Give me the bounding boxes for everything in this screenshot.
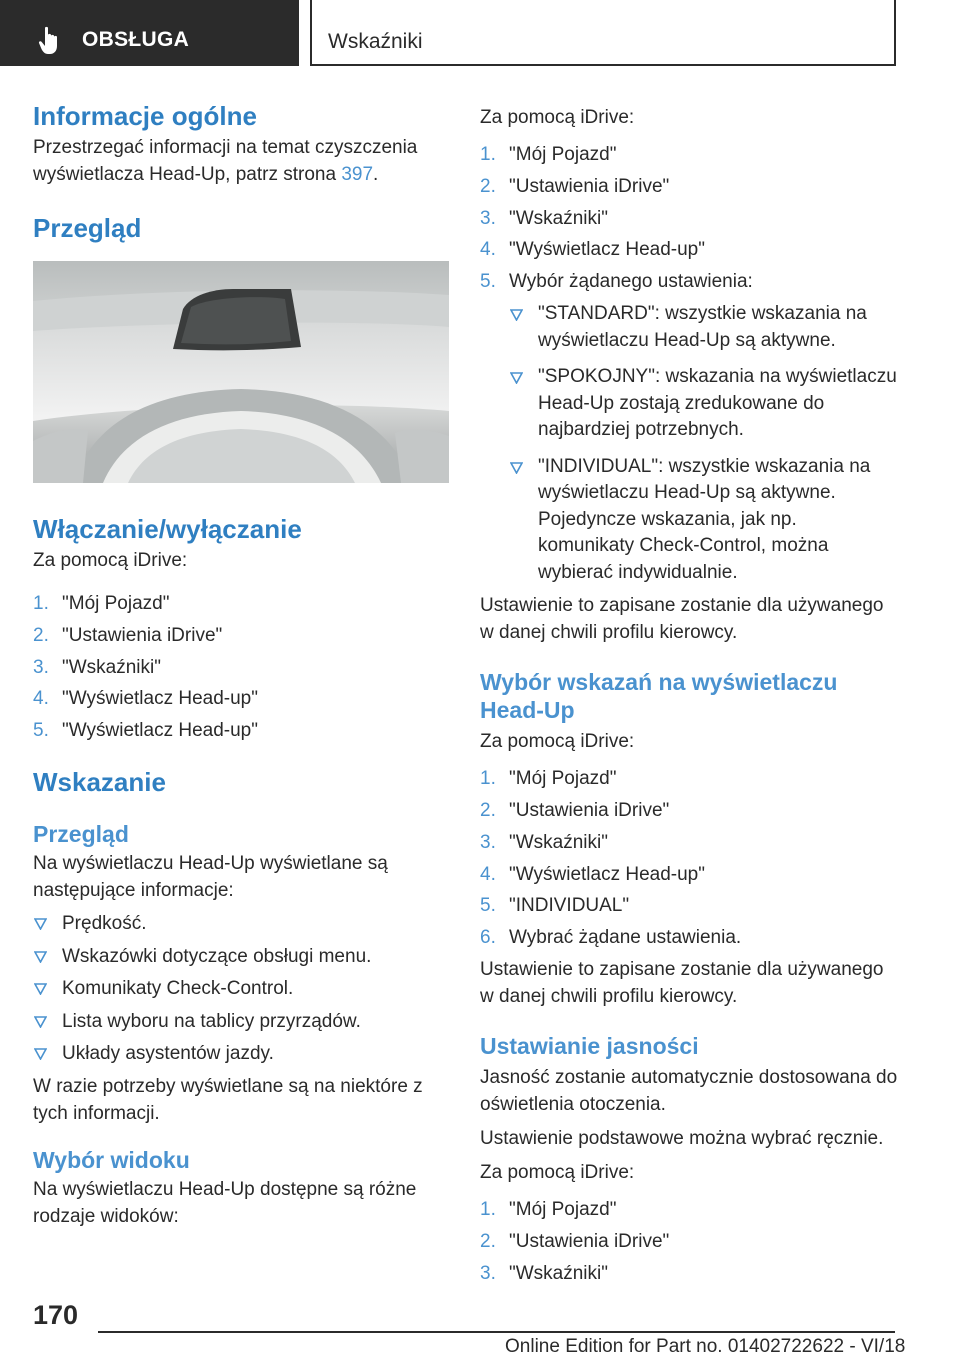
triangle-bullet-icon (510, 372, 523, 384)
page-link[interactable]: 397 (341, 164, 374, 185)
section-tab (0, 0, 299, 66)
list-item: Lista wyboru na tablicy przyrządów. (33, 1008, 449, 1035)
brightness-manual: Ustawienie podstawowe można wybrać ręcznie. (480, 1127, 884, 1149)
view-paragraph: Na wyświetlaczu Head-Up dostępne są różne rodzaje widoków: (33, 1178, 417, 1227)
on-off-steps (33, 590, 449, 744)
list-item: 2. "Ustawienia iDrive" (480, 175, 670, 197)
heading-display-overview: Przegląd (33, 821, 129, 848)
list-item: 3. "Wskaźniki" (480, 1262, 608, 1284)
list-item: 5. Wybór żądanego ustawienia: (480, 271, 753, 293)
list-item: "INDIVIDUAL": wszystkie wskazania na wyświetlaczu Head-Up są aktywne. Pojedyncze wskazania, jak np. komunikaty Check-Control, można wybierać indywidualnie. (480, 454, 898, 587)
list-item: 4. "Wyświetlacz Head-up" (33, 688, 258, 710)
list-item: 3. "Wskaźniki" (480, 207, 608, 229)
chapter-tab (310, 0, 896, 66)
view-intro: Za pomocą iDrive: (480, 107, 635, 128)
left-column (33, 100, 449, 1230)
list-item: Układy asystentów jazdy. (33, 1040, 449, 1067)
page-number: 170 (33, 1300, 79, 1330)
list-item: 4. "Wyświetlacz Head-up" (480, 863, 705, 885)
footer-edition: Online Edition for Part no. 01402722622 - VI/18 (505, 1336, 906, 1357)
view-saved-note: Ustawienie to zapisane zostanie dla używanego w danej chwili profilu kierowcy. (480, 595, 884, 644)
select-intro: Za pomocą iDrive: (480, 731, 635, 753)
list-item: "STANDARD": wszystkie wskazania na wyświetlaczu Head-Up są aktywne. (480, 301, 898, 354)
right-column (480, 104, 898, 1291)
heading-display: Wskazanie (33, 767, 166, 798)
list-item: 1. "Mój Pojazd" (33, 593, 170, 614)
triangle-bullet-icon (510, 309, 523, 321)
list-item: Prędkość. (33, 910, 449, 937)
list-item: Wskazówki dotyczące obsługi menu. (33, 943, 449, 970)
head-up-display-image (33, 261, 449, 483)
list-item: 3. "Wskaźniki" (33, 656, 161, 678)
section-title: OBSŁUGA (82, 28, 190, 51)
general-paragraph: Przestrzegać informacji na temat czyszczenia wyświetlacza Head-Up, patrz strona 397. (33, 137, 418, 185)
triangle-bullet-icon (34, 983, 47, 995)
heading-view: Wybór widoku (33, 1146, 190, 1173)
view-steps (480, 141, 898, 295)
list-item: 5. "Wyświetlacz Head-up" (33, 720, 258, 742)
list-item: 4. "Wyświetlacz Head-up" (480, 239, 705, 261)
brightness-intro: Za pomocą iDrive: (480, 1161, 635, 1183)
list-item: 2. "Ustawienia iDrive" (33, 624, 223, 646)
brightness-paragraph: Jasność zostanie automatycznie dostosowana do oświetlenia otoczenia. (480, 1066, 898, 1115)
hand-pointer-icon (38, 26, 66, 56)
list-item: 1. "Mój Pojazd" (480, 768, 617, 790)
triangle-bullet-icon (510, 462, 523, 474)
list-item: 1. "Mój Pojazd" (480, 144, 617, 165)
dashboard-illustration (33, 261, 449, 483)
list-item: 5. "INDIVIDUAL" (480, 895, 630, 917)
list-item: 2. "Ustawienia iDrive" (480, 1230, 670, 1252)
footer-divider (98, 1331, 895, 1333)
list-item: 1. "Mój Pojazd" (480, 1198, 617, 1220)
list-item: Komunikaty Check-Control. (33, 975, 449, 1002)
list-item: 6. Wybrać żądane ustawienia. (480, 927, 742, 949)
triangle-bullet-icon (34, 951, 47, 963)
heading-overview: Przegląd (33, 213, 142, 243)
display-intro: Na wyświetlaczu Head-Up wyświetlane są następujące informacje: (33, 853, 388, 902)
display-items (33, 910, 449, 1067)
triangle-bullet-icon (34, 918, 47, 930)
list-item: 3. "Wskaźniki" (480, 831, 608, 853)
view-options (480, 301, 898, 586)
heading-general: Informacje ogólne (33, 101, 257, 131)
select-steps (480, 765, 898, 951)
chapter-title: Wskaźniki (328, 30, 423, 53)
triangle-bullet-icon (34, 1048, 47, 1060)
select-saved-note: Ustawienie to zapisane zostanie dla używanego w danej chwili profilu kierowcy. (480, 958, 884, 1007)
triangle-bullet-icon (34, 1016, 47, 1028)
heading-on-off: Włączanie/wyłączanie (33, 514, 302, 544)
list-item: "SPOKOJNY": wskazania na wyświetlaczu Head-Up zostają zredukowane do najbardziej potrzebnych. (480, 364, 898, 444)
list-item: 2. "Ustawienia iDrive" (480, 799, 670, 821)
brightness-steps (480, 1196, 898, 1287)
on-off-intro: Za pomocą iDrive: (33, 550, 188, 571)
display-note: W razie potrzeby wyświetlane są na niektóre z tych informacji. (33, 1075, 423, 1124)
heading-select-indicators: Wybór wskazań na wyświetlaczu Head-Up (480, 669, 838, 724)
heading-brightness: Ustawianie jasności (480, 1032, 699, 1059)
